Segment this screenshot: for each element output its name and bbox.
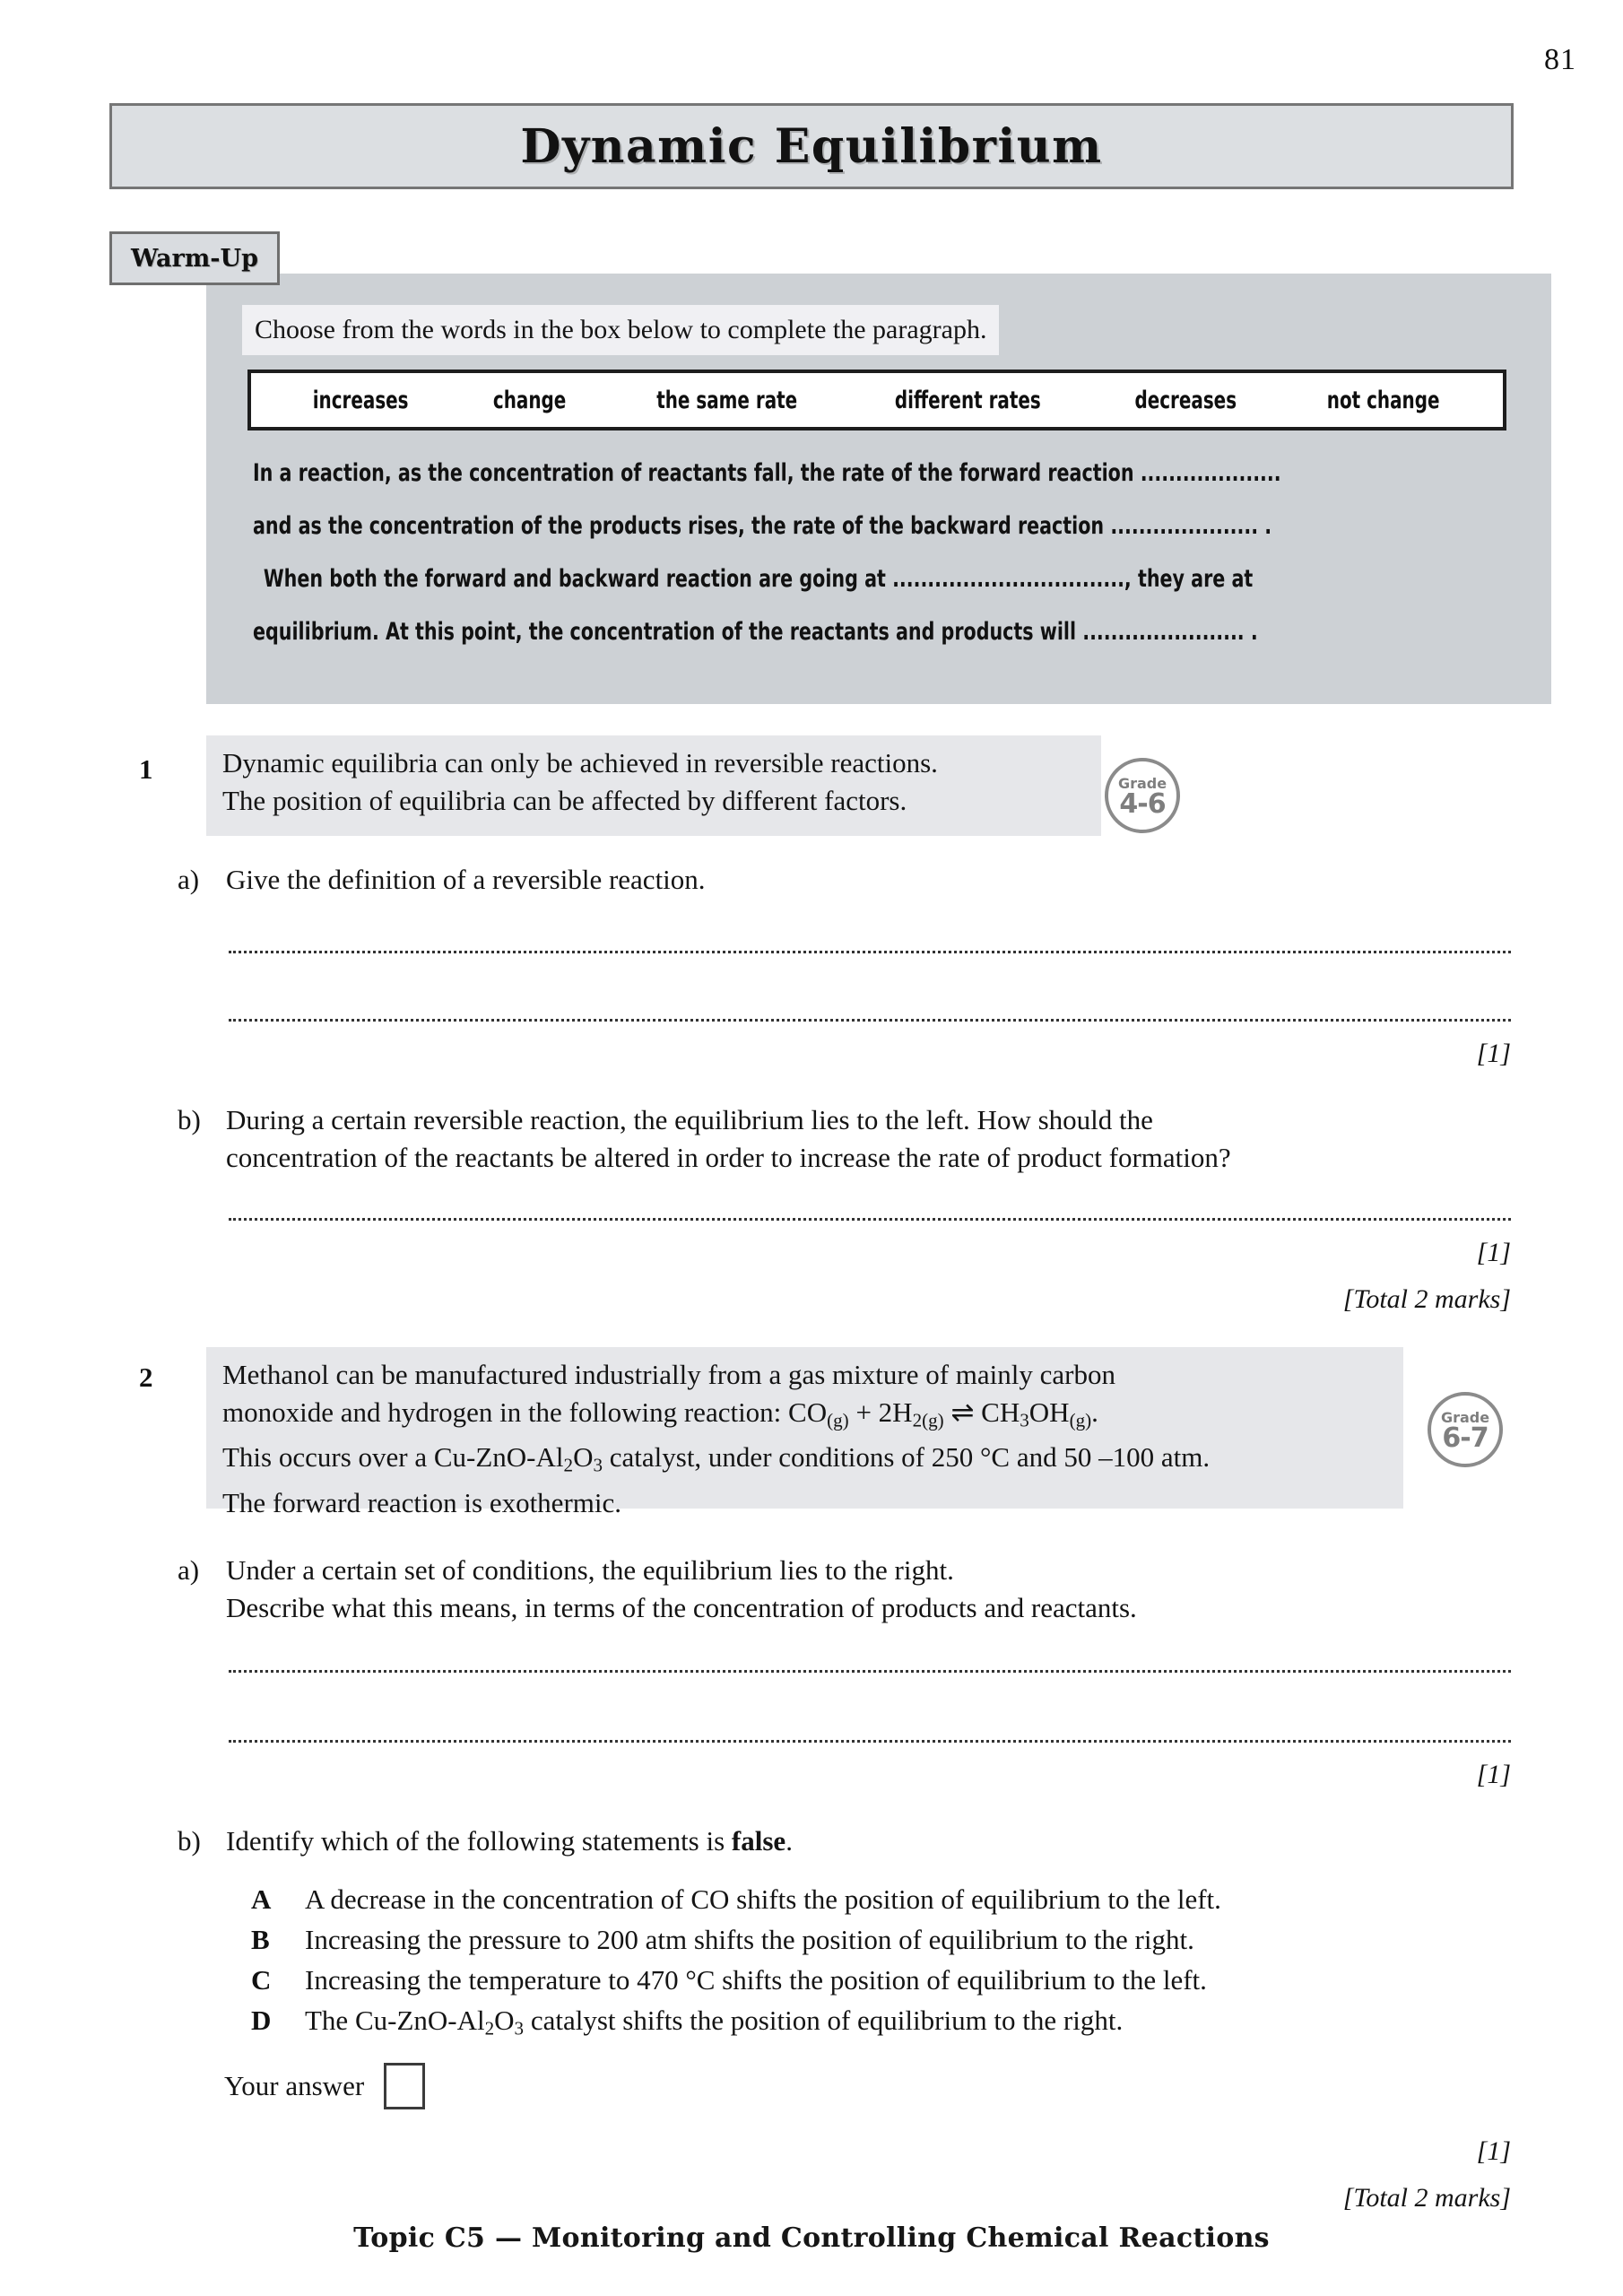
question-1-stem-line: Dynamic equilibria can only be achieved in reversible reactions. — [222, 747, 938, 778]
question-1b-text-line2: concentration of the reactants be altered in order to increase the rate of product formation? — [226, 1142, 1231, 1173]
question-2b-mark: [1] — [1476, 2136, 1511, 2166]
question-1-stem-box — [206, 735, 1101, 836]
question-1-stem-line: The position of equilibria can be affected by different factors. — [222, 785, 907, 816]
word-bank-item[interactable]: change — [493, 386, 567, 414]
question-2-number: 2 — [139, 1361, 153, 1393]
mcq-option-d[interactable] — [251, 2005, 1506, 2039]
grade-stamp-range: 4-6 — [1119, 788, 1166, 820]
warm-up-tab-label: Warm-Up — [131, 244, 258, 273]
warm-up-paragraph-line: In a reaction, as the concentration of reactants fall, the rate of the forward reaction .................... — [253, 459, 1281, 487]
question-2b-prompt: Identify which of the following statements is false. — [226, 1825, 793, 1857]
question-2a-text-line1: Under a certain set of conditions, the equilibrium lies to the right. — [226, 1554, 954, 1586]
question-2-stem-line-1: Methanol can be manufactured industrially from a gas mixture of mainly carbon — [222, 1359, 1115, 1390]
warm-up-paragraph-line: equilibrium. At this point, the concentration of the reactants and products will ....................... . — [253, 618, 1258, 646]
your-answer-label: Your answer — [224, 2070, 365, 2101]
mcq-option-a[interactable] — [251, 1883, 1506, 1916]
question-2-stem-box — [206, 1347, 1403, 1518]
question-1b-mark: [1] — [1476, 1238, 1511, 1267]
mcq-option-letter: C — [251, 1964, 272, 1996]
question-2a-mark: [1] — [1476, 1760, 1511, 1789]
question-1a-mark: [1] — [1476, 1039, 1511, 1068]
word-bank-item[interactable]: decreases — [1134, 386, 1237, 414]
word-bank-item[interactable]: the same rate — [655, 386, 797, 414]
page-number: 81 — [1544, 43, 1576, 76]
warm-up-paragraph-line: and as the concentration of the products rises, the rate of the backward reaction ..................... . — [253, 512, 1272, 540]
word-bank-item[interactable]: not change — [1326, 386, 1440, 414]
grade-stamp-range: 6-7 — [1442, 1422, 1488, 1454]
question-1a — [178, 861, 1343, 899]
mcq-option-letter: B — [251, 1924, 270, 1955]
word-bank-box — [247, 370, 1506, 430]
warm-up-tab — [109, 231, 280, 285]
warm-up-paragraph — [253, 459, 1535, 671]
mcq-option-text: A decrease in the concentration of CO shifts the position of equilibrium to the left. — [305, 1883, 1221, 1915]
question-1b-label: b) — [178, 1104, 201, 1135]
grade-stamp-6-7 — [1428, 1392, 1503, 1467]
question-1b-text-line1: During a certain reversible reaction, the equilibrium lies to the left. How should the — [226, 1104, 1153, 1135]
question-2a — [178, 1552, 1433, 1627]
mcq-options-list — [251, 1883, 1506, 2048]
word-bank-item[interactable]: different rates — [895, 386, 1042, 414]
answer-line[interactable] — [229, 1740, 1511, 1743]
grade-stamp-label: Grade — [1440, 1409, 1490, 1426]
question-2-stem-line-3: This occurs over a $Cu-ZnO-Al_2O_3$ catalyst, under conditions of 250 °C and 50 –100 atm. — [222, 1441, 1211, 1476]
mcq-option-letter: A — [251, 1883, 272, 1915]
page-title: Dynamic Equilibrium — [520, 118, 1103, 174]
false-emphasis: false — [731, 1825, 786, 1857]
page-title-bar — [109, 103, 1514, 189]
question-1b — [178, 1101, 1433, 1177]
page-footer: Topic C5 — Monitoring and Controlling Chemical Reactions — [353, 2222, 1270, 2254]
your-answer-row — [224, 2063, 425, 2109]
question-2-stem-line-4: The forward reaction is exothermic. — [222, 1486, 622, 1518]
question-2b — [178, 1822, 1433, 1860]
mcq-option-c[interactable] — [251, 1964, 1506, 1996]
answer-line[interactable] — [229, 1019, 1511, 1022]
question-1-number: 1 — [139, 753, 153, 785]
answer-line[interactable] — [229, 951, 1511, 953]
question-2-total-marks: [Total 2 marks] — [1342, 2183, 1511, 2213]
grade-stamp-label: Grade — [1117, 775, 1167, 792]
mcq-option-letter: D — [251, 2005, 272, 2036]
mcq-option-text: Increasing the temperature to 470 °C shifts the position of equilibrium to the left. — [305, 1964, 1207, 1996]
question-2b-label: b) — [178, 1825, 201, 1857]
your-answer-box[interactable] — [384, 2063, 425, 2109]
mcq-option-text: Increasing the pressure to 200 atm shifts the position of equilibrium to the right. — [305, 1924, 1194, 1955]
question-2a-text-line2: Describe what this means, in terms of the concentration of products and reactants. — [226, 1592, 1137, 1623]
question-1a-text: Give the definition of a reversible reaction. — [226, 864, 706, 895]
question-2a-label: a) — [178, 1554, 200, 1586]
answer-line[interactable] — [229, 1218, 1511, 1221]
question-1-total-marks: [Total 2 marks] — [1342, 1284, 1511, 1314]
warm-up-instruction: Choose from the words in the box below to complete the paragraph. — [242, 305, 999, 355]
mcq-option-b[interactable] — [251, 1924, 1506, 1956]
answer-line[interactable] — [229, 1670, 1511, 1673]
question-2-stem-line-2: monoxide and hydrogen in the following reaction: $CO_{(g)} + 2H_{2(g)}$ ⇌ $CH_3OH_{(g)}$. — [222, 1396, 1098, 1431]
mcq-option-text: The $Cu-ZnO-Al_2O_3$ catalyst shifts the position of equilibrium to the right. — [305, 2005, 1124, 2039]
question-1a-label: a) — [178, 864, 200, 895]
word-bank-item[interactable]: increases — [312, 386, 409, 414]
warm-up-paragraph-line: When both the forward and backward reaction are going at ................................., they are at — [263, 565, 1254, 593]
grade-stamp-4-6 — [1105, 758, 1180, 833]
